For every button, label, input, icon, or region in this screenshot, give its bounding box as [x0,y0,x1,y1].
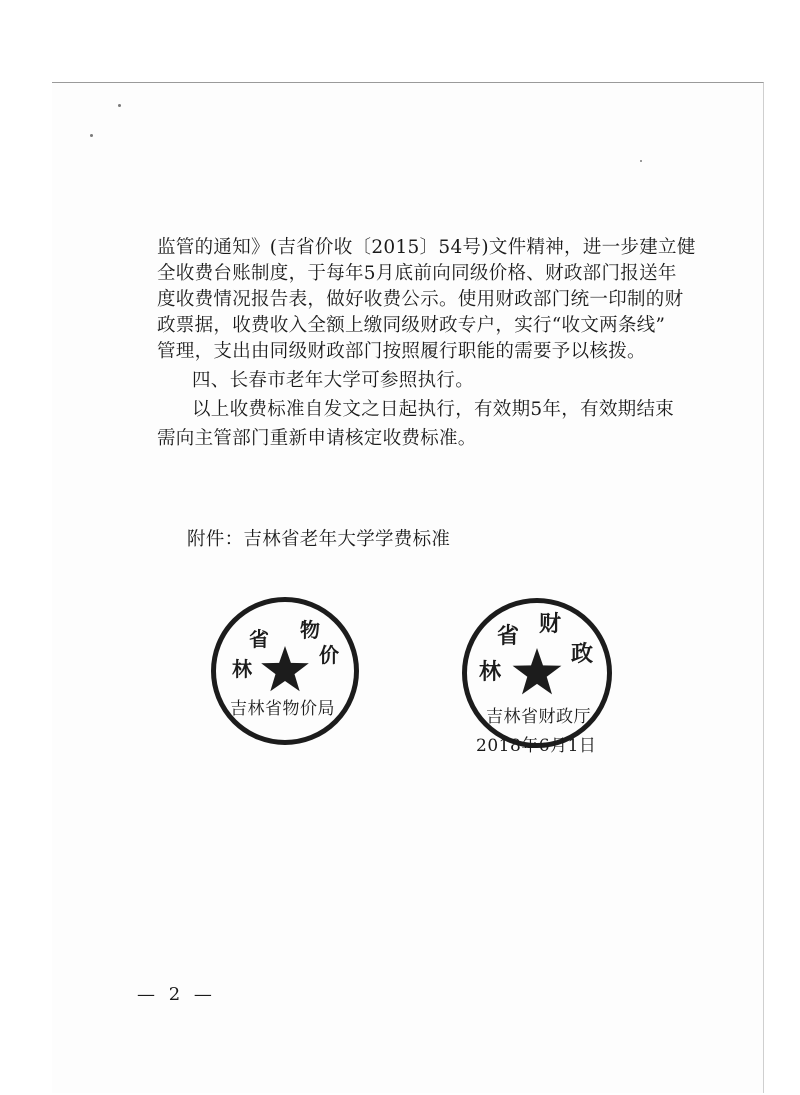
seal-glyph: 物 [300,620,320,642]
seal-emblem-svg [216,602,354,740]
page-number: — 2 — [137,984,216,1005]
seal-glyph: 省 [497,623,520,648]
scan-speck [118,104,121,107]
body-line-8: 需向主管部门重新申请核定收费标准。 [157,428,477,449]
document-date: 2018年6月1日 [476,736,597,756]
body-line-3: 度收费情况报告表，做好收费公示。使用财政部门统一印制的财 [157,289,684,310]
body-line-2: 全收费台账制度，于每年5月底前向同级价格、财政部门报送年 [157,263,677,284]
signatory-price-bureau: 吉林省物价局 [230,699,335,719]
body-line-6: 四、长春市老年大学可参照执行。 [192,370,475,391]
seal-glyph: 省 [249,629,269,651]
document-page [52,82,764,1093]
seal-glyph: 林 [232,659,252,681]
price-bureau-seal [211,597,359,745]
scan-speck [640,160,642,162]
body-line-4: 政票据，收费收入全额上缴同级财政专户，实行“收文两条线” [157,315,666,336]
scan-speck [90,134,93,137]
seal-glyph: 财 [539,611,562,636]
star-icon [261,646,309,691]
body-line-1: 监管的通知》(吉省价收〔2015〕54号)文件精神，进一步建立健 [157,237,696,258]
body-line-5: 管理，支出由同级财政部门按照履行职能的需要予以核拨。 [157,341,646,362]
seal-glyph: 价 [319,645,339,667]
signatory-finance-department: 吉林省财政厅 [486,707,591,727]
star-icon [513,648,562,694]
attachment-line: 附件：吉林省老年大学学费标准 [187,529,451,550]
body-line-7: 以上收费标准自发文之日起执行，有效期5年，有效期结束 [192,399,675,420]
seal-glyph: 政 [571,641,594,666]
seal-glyph: 林 [479,659,502,684]
